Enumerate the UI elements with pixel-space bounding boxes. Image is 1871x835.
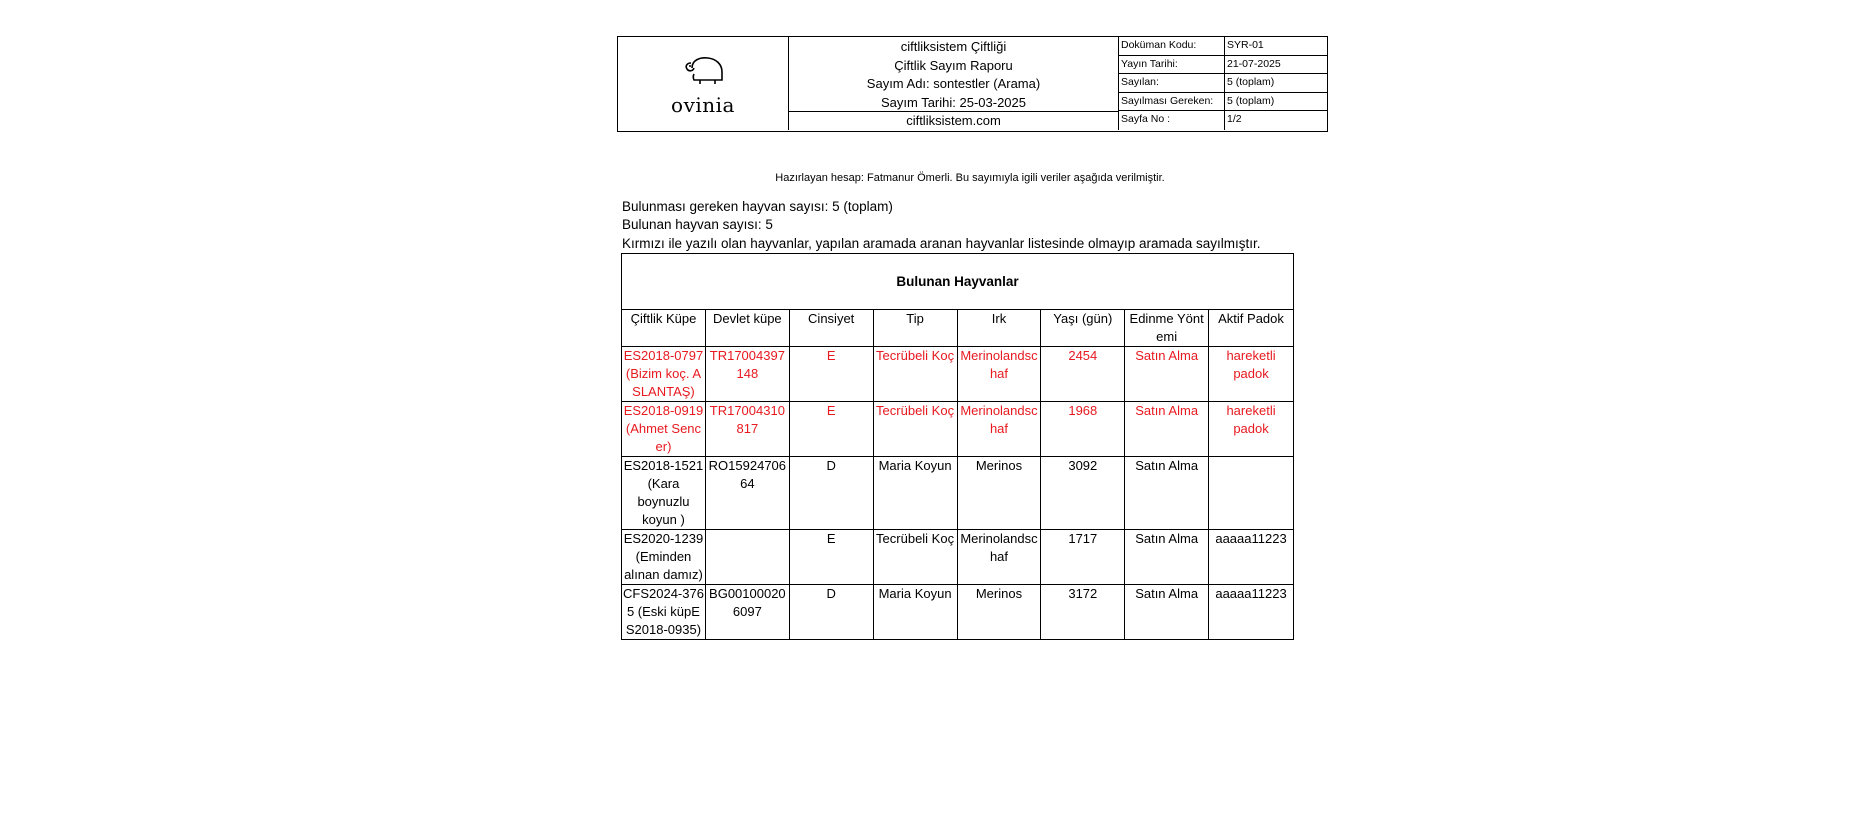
table-title: Bulunan Hayvanlar [622,254,1294,310]
cell-state-tag: TR17004310817 [705,402,789,457]
cell-sex: E [789,530,873,585]
col-sex: Cinsiyet [789,310,873,347]
cell-paddock: aaaaa11223 [1209,530,1294,585]
col-breed: Irk [957,310,1041,347]
cell-farm-tag: ES2018-0919 (Ahmet Sencer) [622,402,706,457]
found-animals-table [621,253,1294,640]
cell-state-tag: TR17004397148 [705,347,789,402]
cell-breed: Merinos [957,585,1041,640]
meta-row [1119,93,1327,112]
cell-breed: Merinolandschaf [957,530,1041,585]
red-note: Kırmızı ile yazılı olan hayvanlar, yapılan aramada aranan hayvanlar listesinde olmayıp aramada sayılmıştır. [622,236,1261,251]
table-row [622,457,1294,530]
meta-value: 5 (toplam) [1227,94,1275,107]
cell-sex: D [789,585,873,640]
report-title: Çiftlik Sayım Raporu [894,57,1013,73]
cell-state-tag: RO1592470664 [705,457,789,530]
meta-key: Sayılan: [1119,74,1225,92]
meta-value: SYR-01 [1227,39,1264,51]
cell-breed: Merinolandschaf [957,347,1041,402]
cell-method: Satın Alma [1125,402,1209,457]
col-state-tag: Devlet küpe [705,310,789,347]
cell-farm-tag: ES2018-0797 (Bizim koç. ASLANTAŞ) [622,347,706,402]
sheep-icon [682,54,726,86]
cell-age: 2454 [1041,347,1125,402]
cell-age: 1968 [1041,402,1125,457]
cell-type: Maria Koyun [873,457,957,530]
cell-type: Maria Koyun [873,585,957,640]
cell-paddock [1209,457,1294,530]
meta-row [1119,37,1327,56]
col-age: Yaşı (gün) [1041,310,1125,347]
cell-method: Satın Alma [1125,457,1209,530]
cell-farm-tag: ES2018-1521 (Kara boynuzlu koyun ) [622,457,706,530]
cell-paddock: hareketli padok [1209,347,1294,402]
table-row [622,347,1294,402]
meta-key: Sayfa No : [1119,111,1225,130]
table-row [622,402,1294,457]
expected-count: Bulunması gereken hayvan sayısı: 5 (toplam) [622,199,893,214]
report-header [617,36,1328,132]
prepared-by-text: Hazırlayan hesap: Fatmanur Ömerli. Bu sayımıyla igili veriler aşağıda verilmiştir. [775,172,1165,184]
cell-method: Satın Alma [1125,530,1209,585]
cell-sex: D [789,457,873,530]
meta-value: 21-07-2025 [1227,57,1281,70]
cell-state-tag [705,530,789,585]
cell-method: Satın Alma [1125,585,1209,640]
cell-sex: E [789,402,873,457]
cell-age: 1717 [1041,530,1125,585]
count-date: Sayım Tarihi: 25-03-2025 [880,94,1026,110]
count-name: Sayım Adı: sontestler (Arama) [866,76,1041,91]
cell-paddock: hareketli padok [1209,402,1294,457]
cell-age: 3172 [1041,585,1125,640]
meta-row [1119,74,1327,93]
meta-value: 1/2 [1227,113,1242,126]
cell-farm-tag: CFS2024-3765 (Eski küpES2018-0935) [622,585,706,640]
cell-age: 3092 [1041,457,1125,530]
meta-key: Yayın Tarihi: [1119,56,1225,74]
document-meta [1119,37,1327,130]
cell-type: Tecrübeli Koç [873,347,957,402]
col-method: Edinme Yöntemi [1125,310,1209,347]
table-header-row [622,310,1294,347]
col-paddock: Aktif Padok [1209,310,1294,347]
website: ciftliksistem.com [789,111,1118,130]
found-count: Bulunan hayvan sayısı: 5 [622,217,773,232]
meta-row [1119,56,1327,75]
meta-key: Doküman Kodu: [1119,37,1225,55]
cell-method: Satın Alma [1125,347,1209,402]
cell-farm-tag: ES2020-1239 (Eminden alınan damız) [622,530,706,585]
farm-name: ciftliksistem Çiftliği [900,39,1007,54]
table-row [622,585,1294,640]
table-row [622,530,1294,585]
logo-box [618,37,789,130]
meta-row [1119,111,1327,130]
cell-state-tag: BG001000206097 [705,585,789,640]
cell-paddock: aaaaa11223 [1209,585,1294,640]
meta-key: Sayılması Gereken: [1119,93,1225,111]
cell-sex: E [789,347,873,402]
cell-type: Tecrübeli Koç [873,402,957,457]
cell-breed: Merinos [957,457,1041,530]
col-type: Tip [873,310,957,347]
meta-value: 5 (toplam) [1227,76,1275,89]
cell-type: Tecrübeli Koç [873,530,957,585]
logo-text: ovinia [671,93,735,117]
header-title-block [789,37,1119,130]
cell-breed: Merinolandschaf [957,402,1041,457]
col-farm-tag: Çiftlik Küpe [622,310,706,347]
